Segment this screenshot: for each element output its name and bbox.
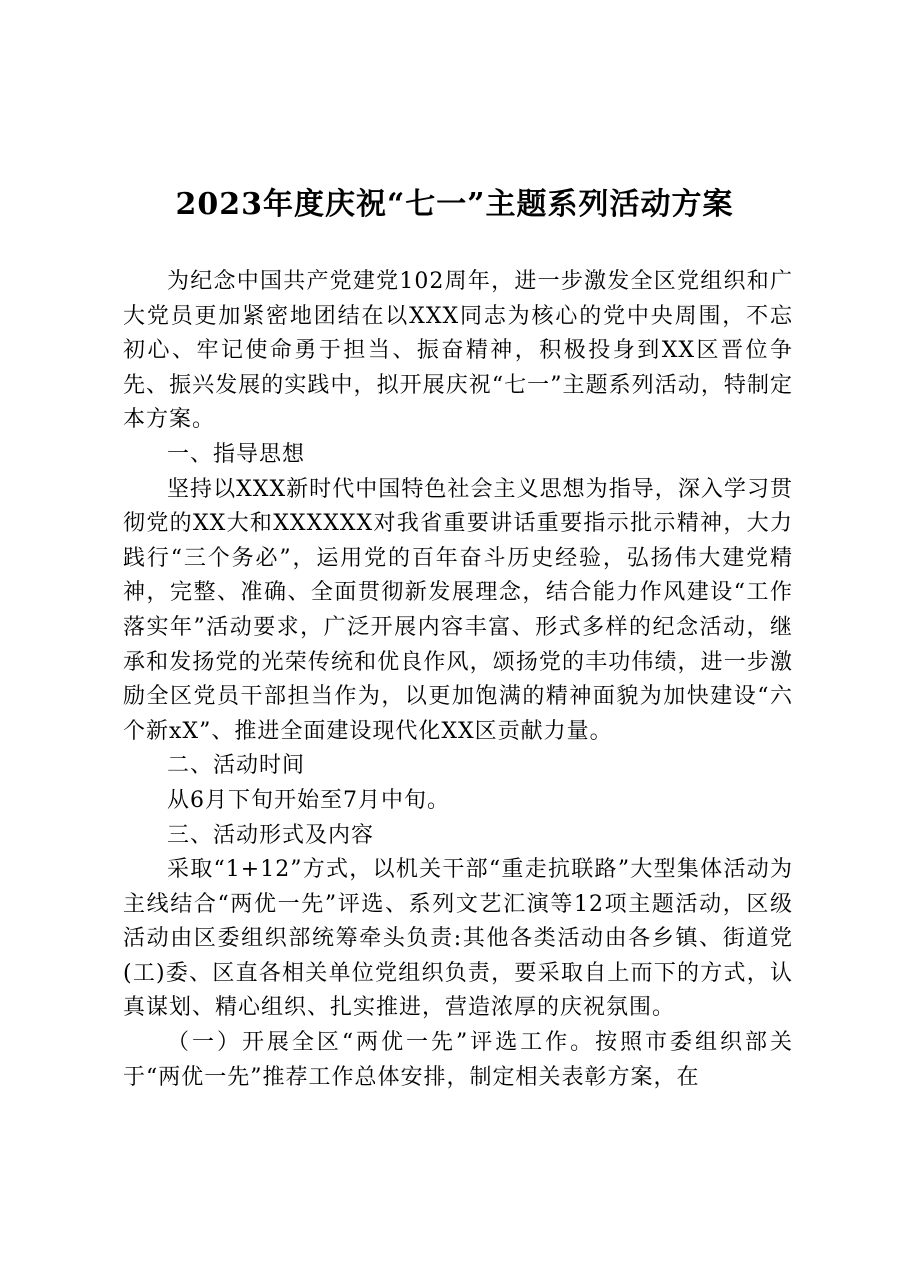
section-heading-activity-form: 三、活动形式及内容 — [167, 822, 375, 848]
guiding-ideology-paragraph: 坚持以XXX新时代中国特色社会主义思想为指导，深入学习贯彻党的XX大和XXXXXX对我省重要讲话重要指示批示精神，大力践行“三个务必”，运用党的百年奋斗历史经验，弘扬伟大建党精神，完整、准确、全面贯彻新发展理念，结合能力作风建设“工作落实年”活动要求，广泛开展内容丰富、形式多样的纪念活动，继承和发扬党的光荣传统和优良作风，颂扬党的丰功伟绩，进一步激励全区党员干部担当作为，以更加饱满的精神面貌为加快建设“六个新xX”、推进全面建设现代化XX区贡献力量。 — [123, 476, 793, 744]
subsection-paragraph-1: （一）开展全区“两优一先”评选工作。按照市委组织部关于“两优一先”推荐工作总体安排，制定相关表彰方案，在 — [123, 1030, 793, 1090]
section-heading-guiding-ideology: 一、指导思想 — [167, 441, 306, 467]
document-title: 2023年度庆祝“七一”主题系列活动方案 — [175, 187, 734, 223]
intro-paragraph: 为纪念中国共产党建党102周年，进一步激发全区党组织和广大党员更加紧密地团结在以XXX同志为核心的党中央周围，不忘初心、牢记使命勇于担当、振奋精神，积极投身到XX区晋位争先、振兴发展的实践中，拟开展庆祝“七一”主题系列活动，特制定本方案。 — [123, 269, 793, 433]
document-body — [123, 265, 793, 1095]
activity-time-paragraph: 从6月下旬开始至7月中旬。 — [167, 787, 450, 813]
activity-form-paragraph: 采取“1+12”方式，以机关干部“重走抗联路”大型集体活动为主线结合“两优一先”评选、系列文艺汇演等12项主题活动，区级活动由区委组织部统筹牵头负责:其他各类活动由各乡镇、街道党(工)委、区直各相关单位党组织负责，要采取自上而下的方式，认真谋划、精心组织、扎实推进，营造浓厚的庆祝氛围。 — [123, 857, 793, 1021]
section-heading-activity-time: 二、活动时间 — [167, 753, 306, 779]
